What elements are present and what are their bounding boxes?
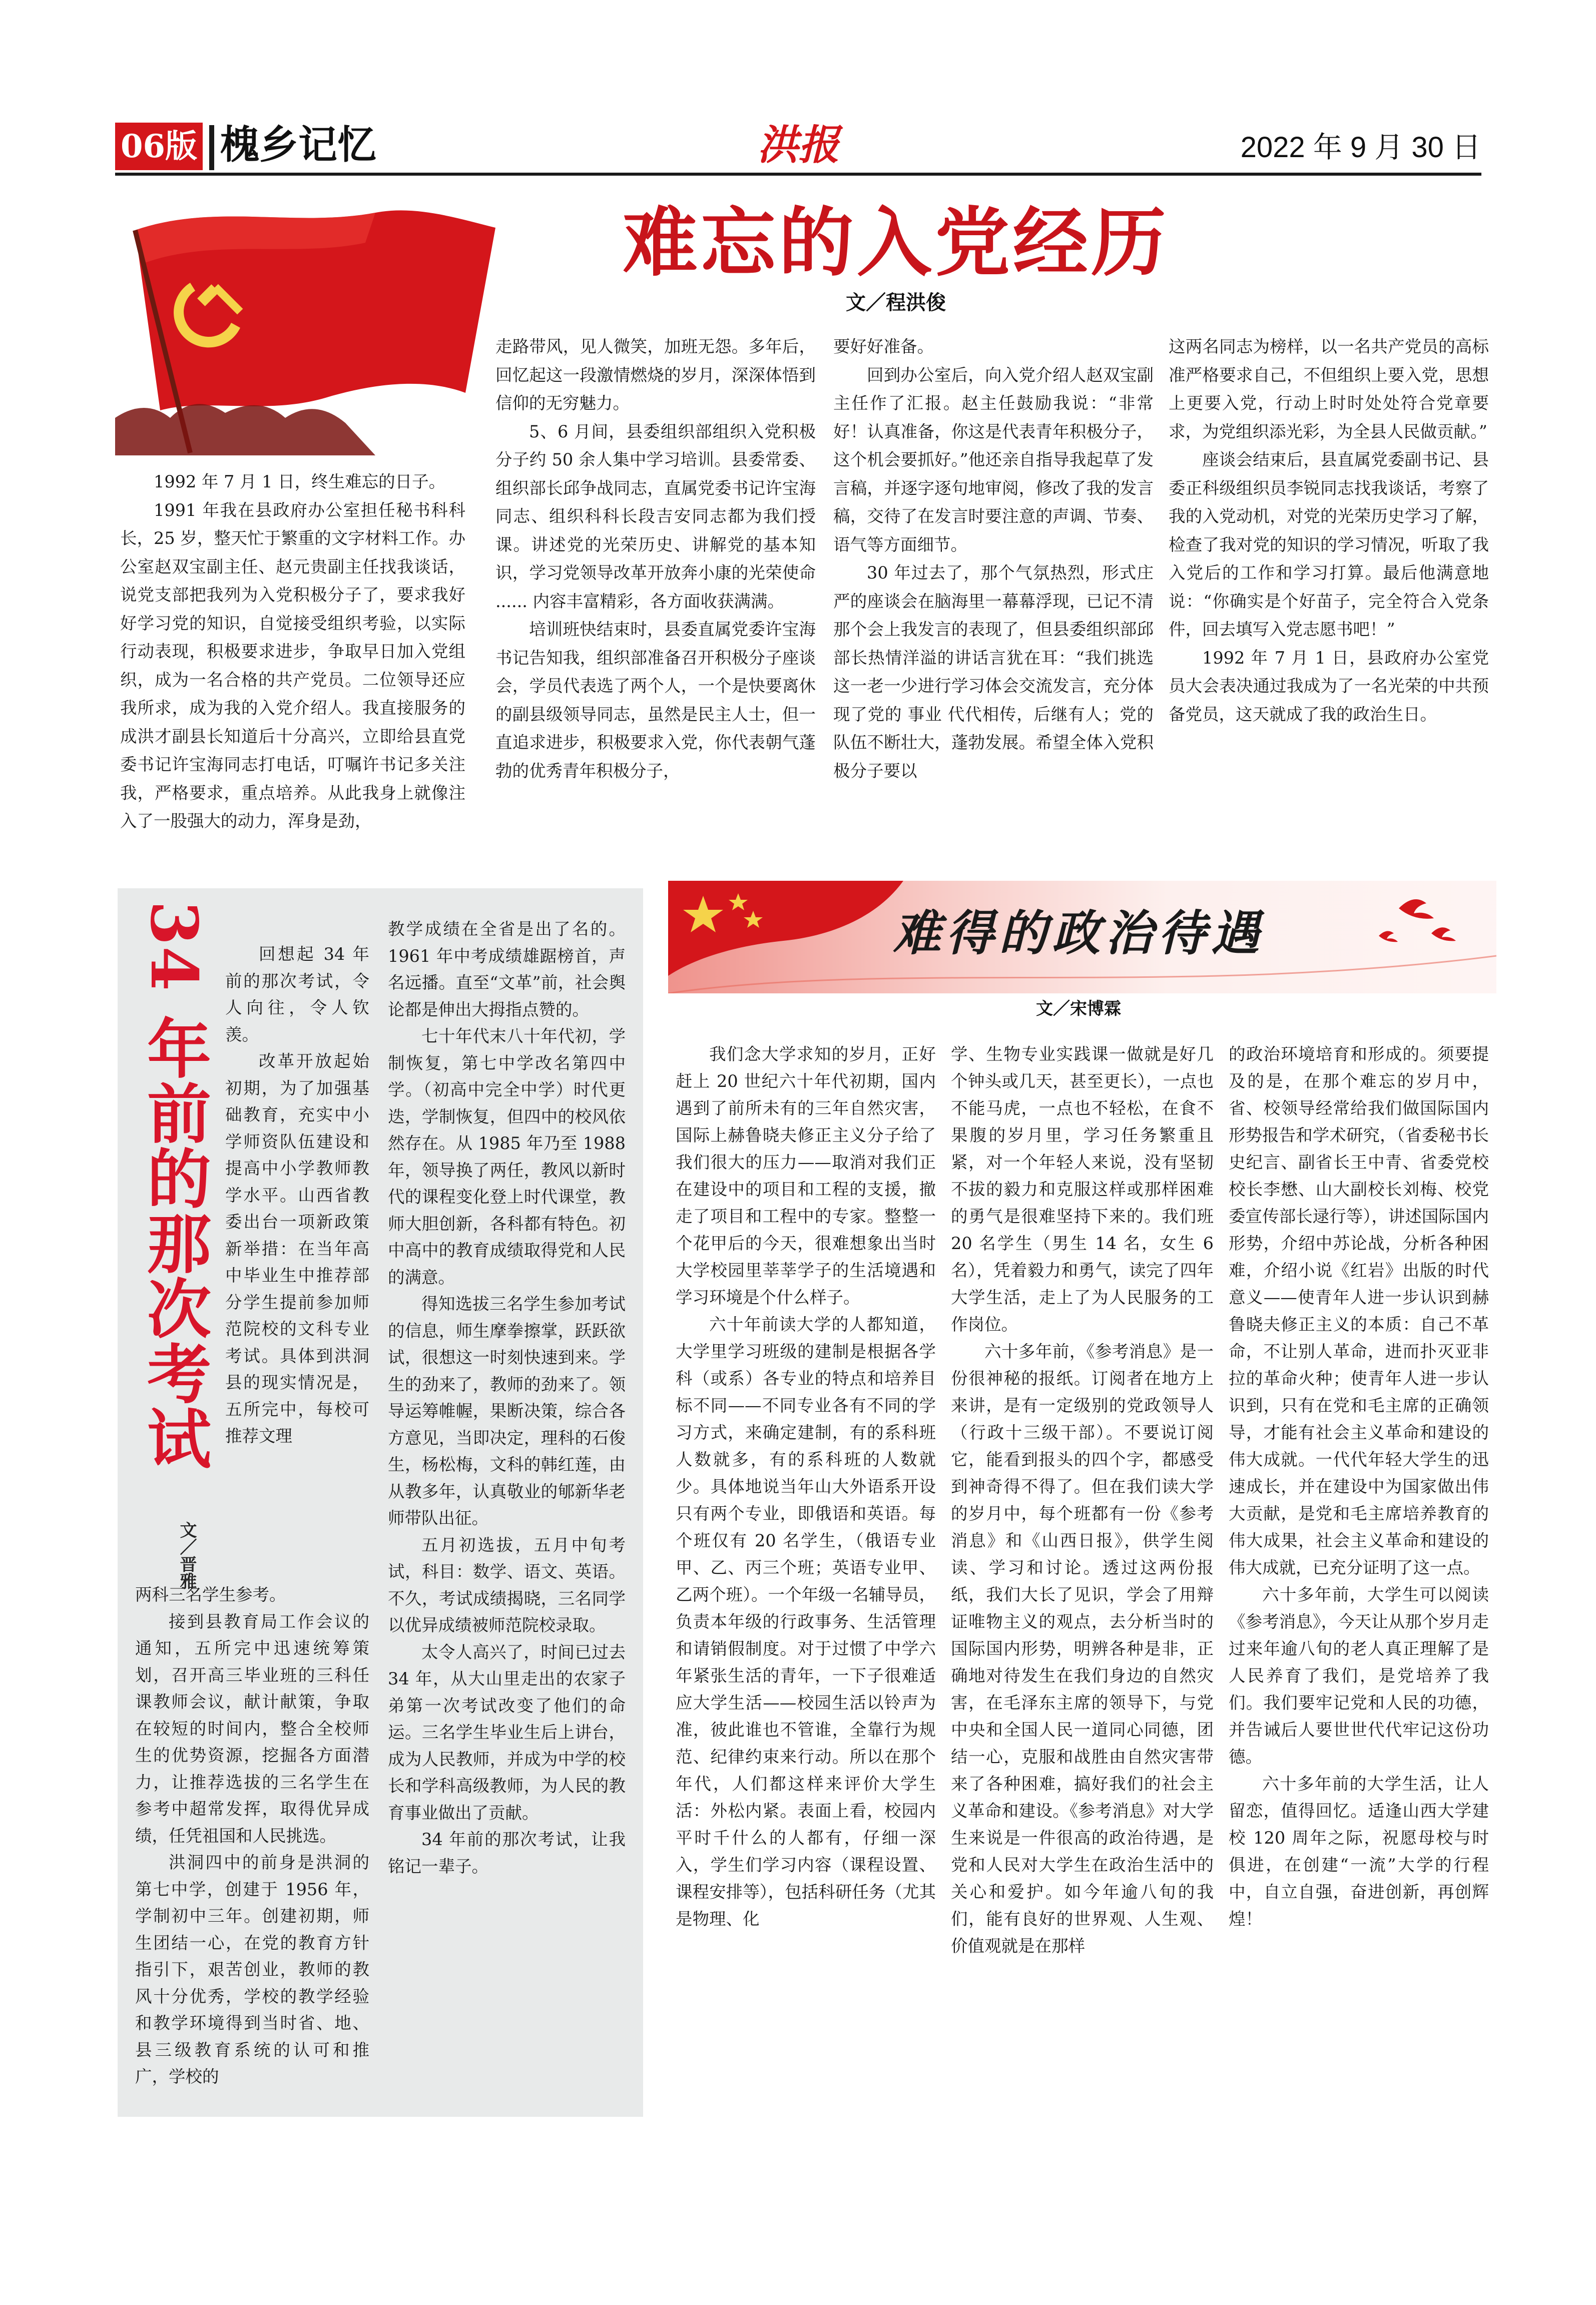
article-column bbox=[833, 333, 1154, 785]
header-rule bbox=[115, 173, 1481, 176]
paragraph: 六十多年前的大学生活，让人留恋，值得回忆。适逢山西大学建校 120 周年之际，祝愿母校与时俱进，在创建“一流”大学的行程中，自立自强，奋进创新，再创辉煌！ bbox=[1229, 1774, 1489, 1929]
article-column bbox=[135, 1581, 369, 2090]
paragraph: 教学成绩在全省是出了名的。1961 年中考成绩雄踞榜首，声名远播。直至“文革”前，社会舆论都是伸出大拇指点赞的。 bbox=[388, 919, 626, 1019]
article-column bbox=[951, 1041, 1214, 1960]
paragraph: 的政治环境培育和形成的。须要提及的是，在那个难忘的岁月中，省、校领导经常给我们做国际国内形势报告和学术研究，（省委秘书长史纪言、副省长王中青、省委党校校长李懋、山大副校长刘梅、校党委宣传部长逯行等），讲述国际国内形势，介绍中苏论战，分析各种困难，介绍小说《红岩》出版的时代意义——使青年人进一步认识到赫鲁晓夫修正主义的本质：自己不革命，不让别人革命，进而扑灭亚非拉的革命火种；使青年人进一步认识到，只有在党和毛主席的正确领导，才能有社会主义革命和建设的伟大成就。一代代年轻大学生的迅速成长，并在建设中为国家做出伟大贡献，是党和毛主席培养教育的伟大成果，社会主义革命和建设的伟大成就，已充分证明了这一点。 bbox=[1229, 1044, 1489, 1577]
paragraph: 得知选拔三名学生参加考试的信息，师生摩拳擦掌，跃跃欲试，很想这一时刻快速到来。学生的劲来了，教师的劲来了。领导运筹帷幄，果断决策，综合各方意见，当即决定，理科的石俊生，杨松梅，文科的韩红莲，由从教多年，认真敬业的郇新华老师带队出征。 bbox=[388, 1294, 626, 1528]
paragraph: 五月初选拔，五月中旬考试，科目：数学、语文、英语。不久，考试成绩揭晓，三名同学以优异成绩被师范院校录取。 bbox=[388, 1535, 626, 1635]
article-column bbox=[120, 468, 465, 836]
article-title: 难得的政治待遇 bbox=[893, 905, 1264, 961]
page-number-badge: 06版 bbox=[115, 123, 203, 170]
section-title: 槐乡记忆 bbox=[220, 123, 377, 168]
paragraph: 回到办公室后，向入党介绍人赵双宝副主任作了汇报。赵主任鼓励我说：“非常好！认真准备，你这是代表青年积极分子，这个机会要抓好。”他还亲自指导我起草了发言稿，并逐字逐句地审阅，修改了我的发言稿，交待了在发言时要注意的声调、节奏、语气等方面细节。 bbox=[833, 365, 1154, 554]
article-column bbox=[1169, 333, 1489, 729]
article-column bbox=[676, 1041, 936, 1933]
paragraph: 1992 年 7 月 1 日，终生难忘的日子。 bbox=[154, 472, 446, 491]
paragraph: 六十年前读大学的人都知道，大学里学习班级的建制是根据各学科（或系）各专业的特点和培养目标不同——不同专业各有不同的学习方式，来确定建制，有的系科班人数就多，有的系科班的人数就少。具体地说当年山大外语系开设只有两个专业，即俄语和英语。每个班仅有 20 名学生，（俄语专业甲、乙、丙三个班；英语专业甲、乙两个班）。一个年级一名辅导员，负责本年级的行政事务、生活管理和请销假制度。对于过惯了中学六年紧张生活的青年，一下子很难适应大学生活——校园生活以铃声为准，彼此谁也不管谁，全靠行为规范、纪律约束来行动。所以在那个年代，人们都这样来评价大学生活：外松内紧。表面上看，校园内平时千什么的人都有，仔细一深入，学生们学习内容（课程设置、课程安排等），包括科研任务（尤其是物理、化 bbox=[676, 1315, 936, 1929]
paragraph: 太令人高兴了，时间已过去 34 年，从大山里走出的农家子弟第一次考试改变了他们的命运。三名学生毕业生后上讲台，成为人民教师，并成为中学的校长和学科高级教师，为人民的教育事业做出了贡献。 bbox=[388, 1642, 626, 1823]
paragraph: 回想起 34 年前的那次考试，令人向往，令人钦羡。 bbox=[225, 944, 369, 1044]
paragraph: 六十多年前，大学生可以阅读《参考消息》，今天让从那个岁月走过来年逾八旬的老人真正理解了是人民养育了我们，是党培养了我们。我们要牢记党和人民的功德，并告诫后人要世世代代牢记这份功德。 bbox=[1229, 1585, 1489, 1767]
paragraph: 要好好准备。 bbox=[833, 337, 934, 356]
paragraph: 1992 年 7 月 1 日，县政府办公室党员大会表决通过我成为了一名光荣的中共预备党员，这天就成了我的政治生日。 bbox=[1169, 648, 1489, 724]
article-title: 34 年前的那次考试 bbox=[136, 901, 211, 1471]
party-flag-illustration bbox=[115, 183, 515, 455]
paragraph: 培训班快结束时，县委直属党委许宝海书记告知我，组织部准备召开积极分子座谈会，学员代表选了两个人，一个是快要离休的副县级领导同志，虽然是民主人士，但一直追求进步，积极要求入党，你代表朝气蓬勃的优秀青年积极分子， bbox=[495, 620, 816, 781]
paragraph: 改革开放起始初期，为了加强基础教育，充实中小学师资队伍建设和提高中小学教师教学水平。山西省教委出台一项新政策新举措：在当年高中毕业生中推荐部分学生提前参加师范院校的文科专业考试。具体到洪洞县的现实情况是，五所完中，每校可推荐文理 bbox=[225, 1051, 369, 1446]
article-column bbox=[388, 916, 626, 1880]
paragraph: 34 年前的那次考试，让我铭记一辈子。 bbox=[388, 1830, 626, 1876]
article-title: 难忘的入党经历 bbox=[622, 199, 1169, 287]
paragraph: 30 年过去了，那个气氛热烈，形式庄严的座谈会在脑海里一幕幕浮现，已记不清那个会上我发言的表现了，但县委组织部邱部长热情洋溢的讲话言犹在耳：“我们挑选这一老一少进行学习体会交流发言，充分体现了党的 事业 代代相传，后继有人；党的队伍不断壮大，蓬勃发展。希望全体入党积极分子要以 bbox=[833, 563, 1154, 781]
paragraph: 我们念大学求知的岁月，正好赶上 20 世纪六十年代初期，国内遇到了前所未有的三年自然灾害，国际上赫鲁晓夫修正主义分子给了我们很大的压力——取消对我们正在建设中的项目和工程的支援，撤走了项目和工程中的专家。整整一个花甲后的今天，很难想象出当时大学校园里莘莘学子的生活境遇和学习环境是个什么样子。 bbox=[676, 1044, 936, 1307]
header-separator bbox=[209, 125, 214, 170]
newspaper-masthead-logo: 洪报 bbox=[757, 121, 839, 169]
article-byline: 文／晋雅 bbox=[177, 1521, 197, 1589]
paragraph: 1991 年我在县政府办公室担任秘书科科长，25 岁，整天忙于繁重的文字材料工作。办公室赵双宝副主任、赵元贵副主任找我谈话，说党支部把我列为入党积极分子了，要求我好好学习党的知识，自觉接受组织考验，以实际行动表现，积极要求进步，争取早日加入党组织，成为一名合格的共产党员。二位领导还应我所求，成为我的入党介绍人。我直接服务的成洪才副县长知道后十分高兴，立即给县直党委书记许宝海同志打电话，叮嘱许书记多关注我，严格要求，重点培养。从此我身上就像注入了一股强大的动力，浑身是劲， bbox=[120, 500, 465, 831]
article-column bbox=[1229, 1041, 1489, 1933]
paragraph: 洪洞四中的前身是洪洞的第七中学，创建于 1956 年，学制初中三年。创建初期，师生团结一心，在党的教育方针指引下，艰苦创业，教师的教风十分优秀，学校的教学经验和教学环境得到当时省、地、县三级教育系统的认可和推广，学校的 bbox=[135, 1853, 369, 2086]
article-byline: 文／程洪俊 bbox=[846, 291, 946, 314]
paragraph: 两科三名学生参考。 bbox=[135, 1585, 286, 1604]
paragraph: 这两名同志为榜样，以一名共产党员的高标准严格要求自己，不但组织上要入党，思想上更要入党，行动上时时处处符合党章要求，为党组织添光彩，为全县人民做贡献。” bbox=[1169, 337, 1489, 441]
paragraph: 六十多年前，《参考消息》是一份很神秘的报纸。订阅者在地方上来讲，是有一定级别的党政领导人（行政十三级干部）。不要说订阅它，能看到报头的四个字，都感受到神奇得不得了。但在我们读大学的岁月中，每个班都有一份《参考消息》和《山西日报》，供学生阅读、学习和讨论。透过这两份报纸，我们大长了见识，学会了用辩证唯物主义的观点，去分析当时的国际国内形势，明辨各种是非，正确地对待发生在我们身边的自然灾害，在毛泽东主席的领导下，与党中央和全国人民一道同心同德，团结一心，克服和战胜由自然灾害带来了各种困难，搞好我们的社会主义革命和建设。《参考消息》对大学生来说是一件很高的政治待遇，是党和人民对大学生在政治生活中的关心和爱护。如今年逾八旬的我们，能有良好的世界观、人生观、价值观就是在那样 bbox=[951, 1342, 1214, 1956]
article-byline: 文／宋博霖 bbox=[1036, 999, 1121, 1019]
paragraph: 座谈会结束后，县直属党委副书记、县委正科级组织员李锐同志找我谈话，考察了我的入党动机，对党的光荣历史学习了解，检查了我对党的知识的学习情况，听取了我入党后的工作和学习打算。最后他满意地说：“你确实是个好苗子，完全符合入党条件，回去填写入党志愿书吧！” bbox=[1169, 450, 1489, 639]
paragraph: 走路带风，见人微笑，加班无怨。多年后，回忆起这一段激情燃烧的岁月，深深体悟到信仰的无穷魅力。 bbox=[495, 337, 816, 413]
paragraph: 接到县教育局工作会议的通知，五所完中迅速统筹策划，召开高三毕业班的三科任课教师会议，献计献策，争取在较短的时间内，整合全校师生的优势资源，挖掘各方面潜力，让推荐选拔的三名学生在参考中超常发挥，取得优异成绩，任凭祖国和人民挑选。 bbox=[135, 1611, 369, 1846]
paragraph: 5、6 月间，县委组织部组织入党积极分子约 50 余人集中学习培训。县委常委、组织部长邱争战同志，直属党委书记许宝海同志、组织科科长段吉安同志都为我们授课。讲述党的光荣历史、讲解党的基本知识，学习党领导改革开放奔小康的光荣使命 ...... 内容丰富精彩，各方面收获满满。 bbox=[495, 421, 816, 611]
paragraph: 七十年代末八十年代初，学制恢复，第七中学改名第四中学。（初高中完全中学）时代更迭，学制恢复，但四中的校风依然存在。从 1985 年乃至 1988 年，领导换了两任，教风以新时代的课程变化登上时代课堂，教师大胆创新，各科都有特色。初中高中的教育成绩取得党和人民的满意。 bbox=[388, 1026, 626, 1287]
paragraph: 学、生物专业实践课一做就是好几个钟头或几天，甚至更长），一点也不能马虎，一点也不轻松，在食不果腹的岁月里，学习任务繁重且紧，对一个年轻人来说，没有坚韧不拔的毅力和克服这样或那样困难的勇气是很难坚持下来的。我们班 20 名学生（男生 14 名，女生 6 名），凭着毅力和勇气，读完了四年大学生活，走上了为人民服务的工作岗位。 bbox=[951, 1044, 1214, 1334]
article-column bbox=[225, 941, 369, 1450]
article-column bbox=[495, 333, 816, 785]
issue-date: 2022 年 9 月 30 日 bbox=[1240, 131, 1481, 164]
